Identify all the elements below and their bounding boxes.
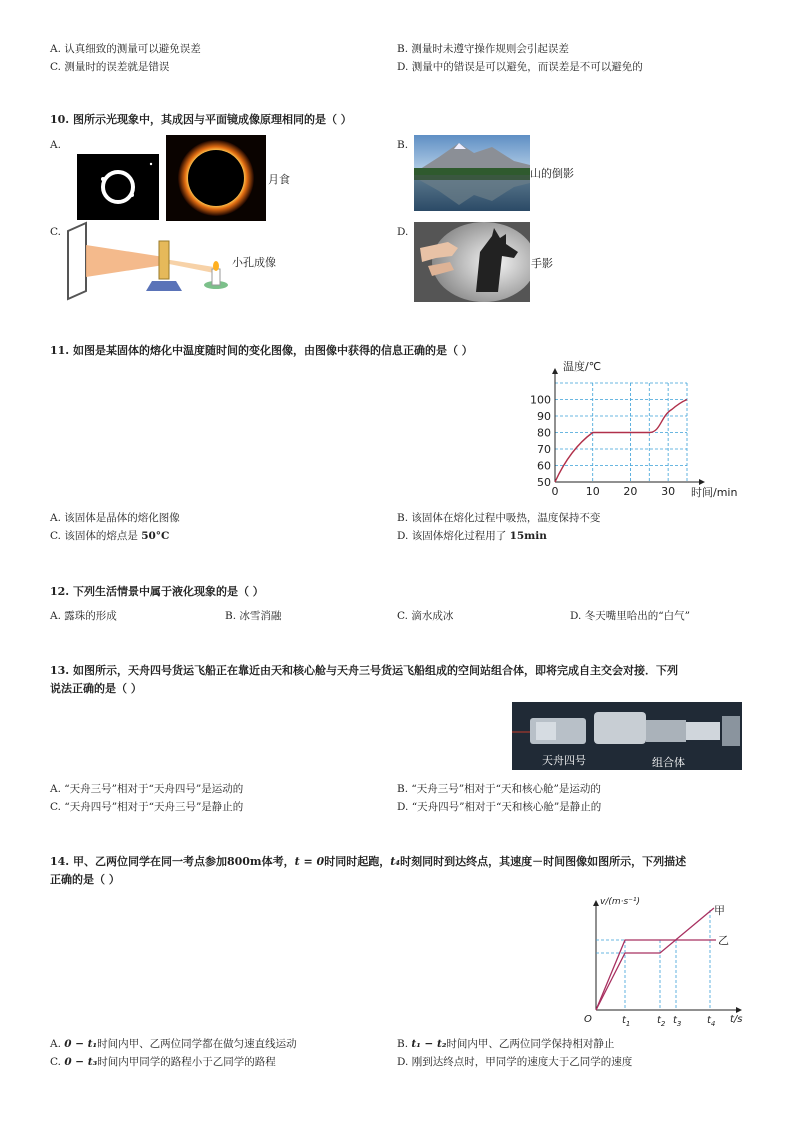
caption-pinhole: 小孔成像 (232, 256, 276, 269)
q14-option-c-interval: 0 − t₃ (64, 1056, 98, 1068)
y-tick-label: 60 (537, 459, 551, 473)
q13-option-b[interactable]: B. “天舟三号”相对于“天和核心舱”是运动的 (397, 783, 601, 795)
q11-option-d-text: D. 该固体熔化过程用了 (397, 530, 510, 542)
q14-option-a-label: A. (50, 1038, 65, 1050)
y-tick-label: 90 (537, 410, 551, 423)
q12-option-c[interactable]: C. 滴水成冰 (397, 610, 454, 622)
melting-chart (530, 358, 744, 502)
q14-option-b-text: 时间内甲、乙两位同学保持相对静止 (446, 1038, 615, 1050)
q12-option-b[interactable]: B. 冰雪消融 (225, 610, 282, 622)
q10-stem: 10. 图所示光现象中，其成因与平面镜成像原理相同的是（ ） (50, 113, 352, 126)
y-tick-label: 80 (537, 426, 551, 440)
q14-option-b[interactable] (397, 1036, 614, 1051)
x-tick-label: 0 (551, 485, 559, 498)
q14-stem-part: 体考， (261, 855, 295, 868)
series-jia (596, 908, 714, 1010)
y-tick-label: 50 (537, 476, 551, 489)
q9-option-b[interactable]: B. 测量时未遵守操作规则会引起误差 (397, 43, 569, 55)
q11-option-c-value: 50°C (141, 530, 170, 542)
q11-option-b[interactable]: B. 该固体在熔化过程中吸热，温度保持不变 (397, 512, 601, 524)
y-tick-label: 70 (537, 443, 551, 456)
q10-label-a[interactable]: A. (50, 139, 61, 151)
origin-label: O (584, 1014, 592, 1025)
x-tick-label: $t_2$ (657, 1015, 666, 1028)
q11-option-c[interactable] (50, 528, 169, 543)
x-tick-label: 10 (585, 485, 600, 498)
q10-label-d[interactable]: D. (397, 226, 409, 238)
q14-stem-part: 时同时起跑， (324, 855, 391, 868)
q14-option-b-label: B. (397, 1038, 412, 1050)
q14-option-a[interactable] (50, 1036, 297, 1051)
caption-mountain-reflection: 山的倒影 (530, 167, 574, 180)
y-axis-arrow (552, 368, 558, 374)
q9-option-d[interactable]: D. 测量中的错误是可以避免，而误差是不可以避免的 (397, 61, 643, 73)
q11-option-c-text: C. 该固体的熔点是 (50, 530, 142, 542)
pinhole-imaging-image (64, 221, 234, 301)
caption-moon-eclipse: 月食 (268, 173, 290, 186)
q9-option-a[interactable]: A. 认真细致的测量可以避免误差 (50, 43, 201, 55)
x-tick-label: $t_3$ (673, 1015, 682, 1028)
velocity-time-chart (578, 890, 748, 1030)
x-axis-label: t/s (730, 1014, 743, 1025)
q14-stem-t0: t = 0 (294, 855, 325, 868)
q14-option-d[interactable]: D. 刚到达终点时，甲同学的速度大于乙同学的速度 (397, 1056, 633, 1068)
label-tianzhou4: 天舟四号 (542, 754, 586, 767)
q14-stem-line1 (50, 853, 686, 869)
eclipse-diagram-image (77, 154, 159, 220)
x-axis-label: 时间/min (691, 486, 738, 499)
y-axis-label: 温度/℃ (563, 360, 602, 373)
eclipse-photo-image (166, 135, 266, 221)
label-jia: 甲 (714, 904, 725, 917)
x-tick-label: $t_4$ (707, 1015, 716, 1028)
y-tick-label: 100 (530, 393, 551, 407)
q14-option-c[interactable] (50, 1054, 276, 1069)
q9-option-c[interactable]: C. 测量时的误差就是错误 (50, 61, 170, 73)
q12-option-d[interactable]: D. 冬天嘴里哈出的“白气” (570, 610, 690, 622)
x-tick-label: 30 (661, 485, 676, 498)
x-axis-arrow (736, 1007, 742, 1013)
caption-hand-shadow: 手影 (531, 257, 553, 270)
q11-option-d-value: 15min (509, 530, 547, 542)
q12-option-a[interactable]: A. 露珠的形成 (50, 610, 117, 622)
y-axis-arrow (593, 900, 599, 906)
mountain-reflection-image (414, 135, 530, 211)
y-axis-label: v/(m·s⁻¹) (600, 897, 641, 907)
melting-curve (555, 400, 687, 483)
q14-option-a-interval: 0 − t₁ (64, 1038, 98, 1050)
q14-stem-t4: t₄ (390, 855, 401, 868)
x-tick-label: 20 (623, 485, 638, 498)
q12-stem: 12. 下列生活情景中属于液化现象的是（ ） (50, 585, 264, 598)
q11-stem: 11. 如图是某固体的熔化中温度随时间的变化图像，由图像中获得的信息正确的是（ ） (50, 344, 473, 357)
q13-option-d[interactable]: D. “天舟四号”相对于“天和核心舱”是静止的 (397, 801, 602, 813)
q14-stem-distance: 800m (226, 855, 262, 868)
q13-stem-line2: 说法正确的是（ ） (50, 682, 142, 695)
q14-stem-part: 时刻同时到达终点，其速度－时间图像如图所示，下列描述 (400, 855, 687, 868)
q13-stem-line1: 13. 如图所示，天舟四号货运飞船正在靠近由天和核心舱与天舟三号货运飞船组成的空间站组合体，即将完成自主交会对接．下列 (50, 664, 678, 677)
q13-option-a[interactable]: A. “天舟三号”相对于“天舟四号”是运动的 (50, 783, 244, 795)
x-axis-arrow (699, 479, 705, 485)
q14-option-a-text: 时间内甲、乙两位同学都在做匀速直线运动 (97, 1038, 297, 1050)
space-station-image (512, 702, 742, 770)
q14-option-c-text: 时间内甲同学的路程小于乙同学的路程 (97, 1056, 276, 1068)
hand-shadow-image (414, 222, 530, 302)
q14-stem-line2: 正确的是（ ） (50, 873, 120, 886)
q14-stem-part: 14. 甲、乙两位同学在同一考点参加 (50, 855, 227, 868)
label-combination: 组合体 (652, 756, 685, 769)
q11-option-d[interactable] (397, 528, 547, 543)
q10-label-b[interactable]: B. (397, 139, 409, 151)
q10-label-c[interactable]: C. (50, 226, 61, 238)
q14-option-c-label: C. (50, 1056, 65, 1068)
q14-option-b-interval: t₁ − t₂ (411, 1038, 447, 1050)
q11-option-a[interactable]: A. 该固体是晶体的熔化图像 (50, 512, 180, 524)
x-tick-label: $t_1$ (622, 1015, 631, 1028)
q13-option-c[interactable]: C. “天舟四号”相对于“天舟三号”是静止的 (50, 801, 244, 813)
label-yi: 乙 (718, 934, 729, 947)
